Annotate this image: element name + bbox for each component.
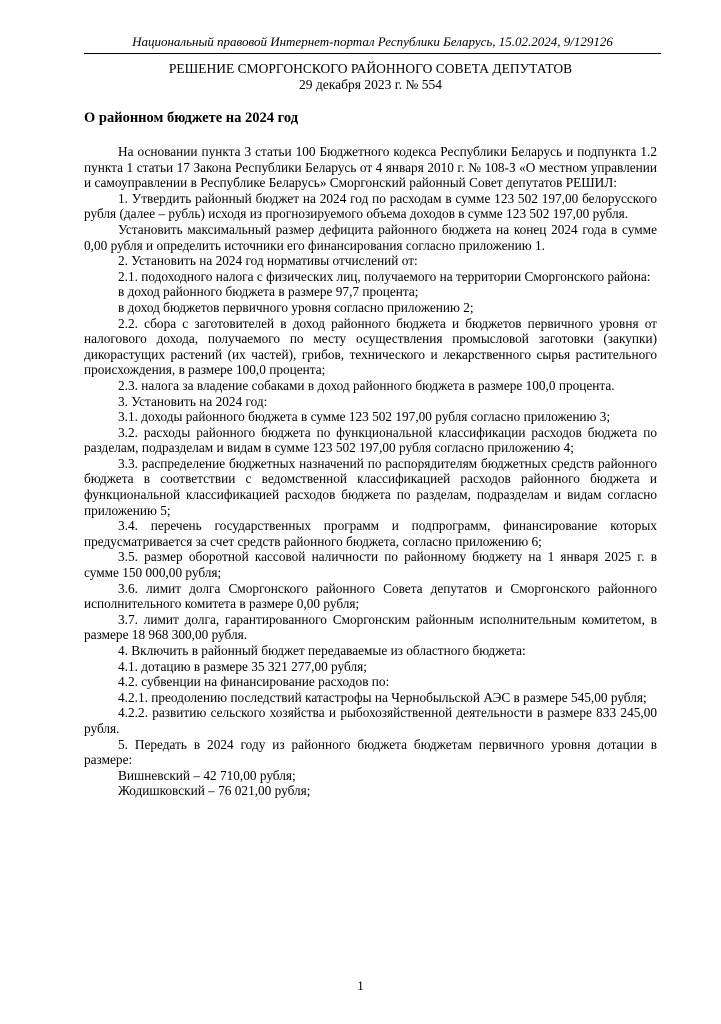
paragraph: 3.5. размер оборотной кассовой наличности по районному бюджету на 1 января 2025 г. в сумме 150 000,00 рубля; [84, 549, 657, 581]
paragraph: 3.1. доходы районного бюджета в сумме 123 502 197,00 рубля согласно приложению 3; [118, 409, 611, 425]
paragraph: 2. Установить на 2024 год нормативы отчислений от: [118, 253, 418, 269]
paragraph: 4.2.2. развитию сельского хозяйства и рыбохозяйственной деятельности в размере 833 245,00 рубля. [84, 705, 657, 736]
paragraph: 3. Установить на 2024 год: [118, 393, 268, 409]
paragraph: 1. Утвердить районный бюджет на 2024 год по расходам в сумме 123 502 197,00 белорусского рубля (далее – рубль) исходя из прогнозируемого объема доходов в сумме 123 502 197,00 рубля. [84, 190, 657, 222]
document-body [84, 144, 657, 799]
paragraph: 3.4. перечень государственных программ и подпрограмм, финансирование которых предусматривается за счет средств районного бюджета, согласно приложению 6; [84, 518, 657, 549]
paragraph: Жодишковский – 76 021,00 рубля; [118, 783, 311, 799]
paragraph: 2.1. подоходного налога с физических лиц, получаемого на территории Сморгонского района: [118, 268, 651, 284]
paragraph: 3.3. распределение бюджетных назначений по распорядителям бюджетных средств районного бюджета в соответствии с ведомственной классификацией расходов районного бюджета и функциональной классификацией расходов бюджета по разделам, подразделам и видам согласно приложению 5; [84, 455, 657, 518]
paragraph: 2.3. налога за владение собаками в доход районного бюджета в размере 100,0 процента. [118, 377, 615, 393]
paragraph: 5. Передать в 2024 году из районного бюджета бюджетам первичного уровня дотации в размере: [84, 736, 657, 768]
paragraph: 4. Включить в районный бюджет передаваемые из областного бюджета: [118, 643, 526, 658]
paragraph: 3.7. лимит долга, гарантированного Сморгонским районным исполнительным комитетом, в размере 18 968 300,00 рубля. [84, 611, 657, 643]
page-number: 1 [357, 978, 364, 993]
paragraph: 4.2. субвенции на финансирование расходов по: [118, 674, 390, 690]
document-title: О районном бюджете на 2024 год [84, 110, 299, 126]
paragraph: 2.2. сбора с заготовителей в доход районного бюджета и бюджетов первичного уровня от налогового дохода, получаемого по месту осуществления промысловой заготовки (закупки) дикорастущих растений (их частей), грибов, технического и лекарственного сырья растительного происхождения, в размере 100,0 процента; [84, 315, 657, 378]
paragraph: На основании пункта 3 статьи 100 Бюджетного кодекса Республики Беларусь и подпункта 1.2 пункта 1 статьи 17 Закона Республики Беларусь от 4 января 2010 г. № 108-З «О местном управлении и самоуправлении в Республике Беларусь» Сморгонский районный Совет депутатов РЕШИЛ: [84, 144, 657, 191]
paragraph: 4.2.1. преодолению последствий катастрофы на Чернобыльской АЭС в размере 545,00 рубля; [118, 689, 647, 705]
decision-date-number: 29 декабря 2023 г. № 554 [299, 77, 442, 92]
paragraph: Установить максимальный размер дефицита районного бюджета на конец 2024 года в сумме 0,00 рубля и определить источники его финансирования согласно приложению 1. [84, 221, 657, 253]
decision-title: РЕШЕНИЕ СМОРГОНСКОГО РАЙОННОГО СОВЕТА ДЕПУТАТОВ [168, 61, 573, 76]
paragraph: в доход бюджетов первичного уровня согласно приложению 2; [118, 299, 474, 315]
paragraph: в доход районного бюджета в размере 97,7 процента; [118, 284, 419, 300]
paragraph: 3.2. расходы районного бюджета по функциональной классификации расходов бюджета по разделам, подразделам и видам в сумме 123 502 197,00 рубля согласно приложению 4; [84, 424, 657, 456]
paragraph: Вишневский – 42 710,00 рубля; [118, 767, 296, 783]
paragraph: 4.1. дотацию в размере 35 321 277,00 рубля; [118, 658, 367, 674]
paragraph: 3.6. лимит долга Сморгонского районного Совета депутатов и Сморгонского районного исполнительного комитета в размере 0,00 рубля; [84, 580, 657, 612]
portal-header: Национальный правовой Интернет-портал Республики Беларусь, 15.02.2024, 9/129126 [84, 34, 661, 54]
